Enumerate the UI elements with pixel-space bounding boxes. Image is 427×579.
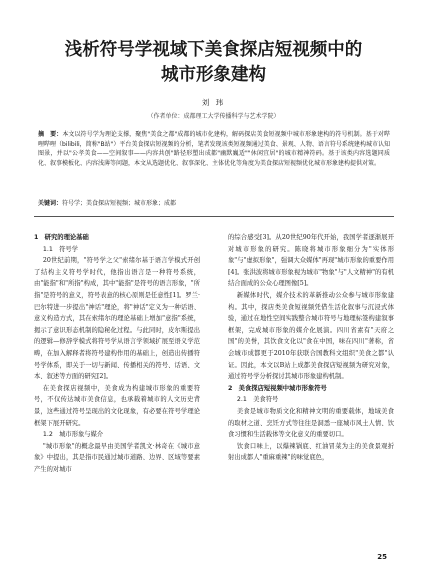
- right-column: [228, 232, 394, 464]
- keywords: [38, 199, 390, 209]
- left-column: [34, 232, 200, 475]
- section-heading-1: 1 研究的理论基础: [34, 234, 89, 241]
- section-divider: [34, 216, 394, 217]
- body-paragraph: 的综合感受[3]。从20世纪90年代开始，我国学者逐渐展开对城市形象的研究。陈晓将城市形象细分为"实体形象"与"虚拟形象"，强调大众媒体"再现"城市形象的重要作用[4]。张洪波将城市形象视为城市"物象"与"人文精神"的有机结合面成的公众心理图像[5]。: [228, 234, 394, 288]
- subsection-heading-2-1: 2.1 美食符号: [236, 396, 279, 404]
- paper-title: [20, 38, 407, 88]
- author-name: 刘 玮: [201, 98, 226, 107]
- section-heading-2: 2 美食探店短视频中城市形象符号: [228, 384, 327, 392]
- abstract-text: 本文以符号学为理论支撑，聚焦"美食之都"成都的城市化建构，解码探店美食短视频中城市形象建构的符号机制。基于对哔哩哔哩（bilibili，简称"B站"）平台美食探店短视频的分析，笔者发现该类短视频通过美食、景观、人物、语言符号系统建构城市认知图景，并以"公孝美食——空间叙事——内容共创"路径形塑出成都"幽默巍适""休闲宜居"的城市精神符码。基于该类内容选题同质化、叙事模板化、内容浅薄等问题，本文从选题优化、叙事深化、主体优化等角度为美食探店短视频优化城市形象建构提供对策。: [38, 131, 390, 167]
- abstract-label: 摘 要：: [38, 131, 63, 138]
- body-paragraph: 20世纪前期，"符号学之父"索绪尔基于语言学模式开创了结构主义符号学时代，他指出语言是一种符号系统，由"能指"和"所指"构成，其中"能指"是符号的语言形象，"所指"是符号的意义，符号表意的核心原则是任意性[1]。罗兰·巴尔特进一步提出"神话"理论，将"神话"定义为一种话语、意义构造方式，其在索绪尔的理论基础上增加"意指"系统，揭示了意识形态机制的隐秘化过程。与此同时，皮尔斯提出的逻辑—修辞学模式将符号学从语言学领域扩展至语义学范畴，在加入解释者将符号建构作用的基础上，创造出传播符号学体系，即关于一切与新闻、传播相关的符号、话语、文本、叙述等方面的研究[2]。: [34, 257, 200, 381]
- body-paragraph: 美食是城市物质文化和精神文明的重要载体，地域美食的取材之道、烹饪方式等往往是洞悉一座城市风土人情、饮食习惯和生活载体等文化意义的重要切口。: [228, 407, 394, 439]
- subsection-heading-1-2: 1.2 城市形象与媒介: [42, 431, 104, 439]
- title-line-1: 浅析符号学视域下美食探店短视频中的: [64, 40, 363, 60]
- body-paragraph: 饮食口味上，以爆辣锅底、红油冒菜为主的美食景观折射出成都人"重麻重辣"的味觉底色，: [228, 442, 394, 462]
- body-paragraph: 在美食探店视频中，美食成为构建城市形象的重要符号，不仅传达城市美食信息，也承载着城市的人文历史背景，这些通过符号呈现出的文化现象，有必要在符号学理论框架下展开研究。: [34, 384, 200, 427]
- keywords-label: 关键词：: [38, 200, 63, 207]
- body-paragraph: 新媒体时代，媒介技术的革新推动公众参与城市形象建构。其中，探店类美食短视频凭借生活化叙事与沉浸式体验，通过在地性空间实践整合城市符号与地理标签构建叙事框架，完成城市形象的媒介化展演。四川省素有"天府之国"的美誉，其饮食文化以"食在中国，味在四川"著称，省会城市成都更于2010年获联合国教科文组织"美食之都"认证。因此，本文以B站上成都美食探店短视频为研究对象，通过符号学分析探讨其城市形象建构机制。: [228, 291, 394, 381]
- author-affiliation: （作者单位：成都理工大学传播科学与艺术学院）: [147, 113, 280, 120]
- body-paragraph: "城市形象"的概念最早由美国学者凯文·林奇在《城市意象》中提出，其是指市民通过城市道路、边界、区域等要素产生的对城市: [34, 442, 200, 473]
- page-number: 25: [377, 553, 387, 561]
- subsection-heading-1-1: 1.1 符号学: [42, 245, 79, 253]
- abstract: [38, 130, 390, 168]
- title-line-2: 城市形象建构: [161, 65, 266, 85]
- keywords-text: 符号学；美食探店短视频；城市形象；成都: [62, 200, 177, 207]
